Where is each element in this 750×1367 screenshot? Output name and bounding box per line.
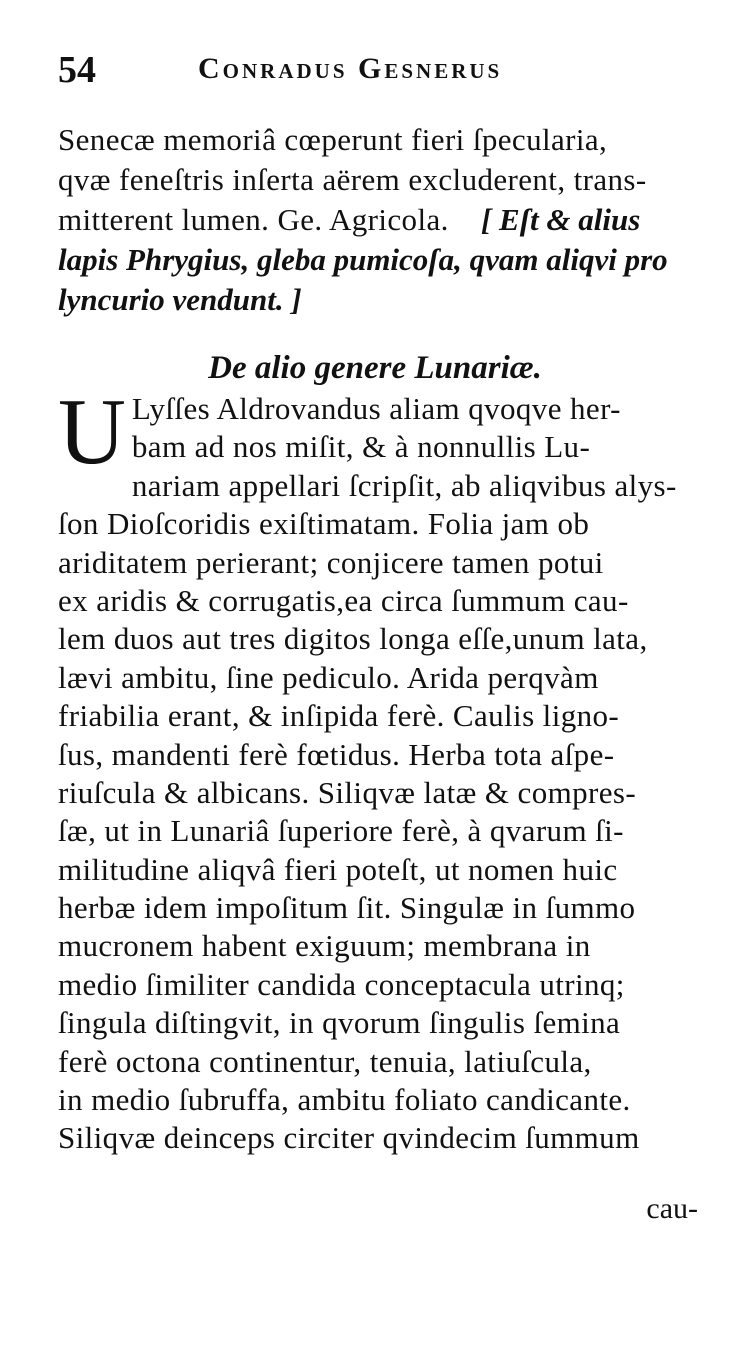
catchword: cau- (646, 1192, 698, 1225)
text-line: nariam appellari ſcripſit, ab aliqvibus alys- (131, 467, 677, 503)
text-line: ferè octona continentur, tenuia, latiuſcula, (58, 1043, 592, 1079)
text-line: ſon Dioſcoridis exiſtimatam. Folia jam ob (58, 506, 590, 542)
body-paragraph (58, 380, 708, 1158)
text-line: ſingula diſtingvit, in qvorum ſingulis ſemina (58, 1005, 621, 1041)
text-line: lævi ambitu, ſine pediculo. Arida perqvàm (58, 659, 599, 695)
intro-paragraph (58, 120, 708, 320)
text-line: Senecæ memoriâ cœperunt fieri ſpecularia, (58, 122, 608, 157)
text-line: qvæ feneſtris inſerta aërem excluderent, trans- (58, 162, 647, 197)
text-line: lem duos aut tres digitos longa eſſe,unum lata, (58, 621, 648, 657)
page-number: 54 (58, 49, 96, 91)
text-line (58, 200, 708, 240)
text-line: ex aridis & corrugatis,ea circa ſummum cau- (58, 582, 629, 618)
text-line: friabilia erant, & inſipida ferè. Caulis ligno- (58, 698, 620, 734)
text-line: herbæ idem impoſitum ſit. Singulæ in ſummo (58, 890, 636, 926)
text-line: militudine aliqvâ fieri poteſt, ut nomen huic (58, 851, 618, 887)
text-line: lyncurio vendunt. ] (58, 282, 302, 317)
text-line: in medio ſubruffa, ambitu foliato candicante. (58, 1082, 631, 1118)
page-header (58, 48, 710, 98)
text-line: Siliqvæ deinceps circiter qvindecim ſummum (58, 1120, 640, 1156)
text-line-segment: mitterent lumen. Ge. Agricola. (58, 202, 449, 237)
text-line: ariditatem perierant; conjicere tamen potui (58, 544, 604, 580)
text-line: lapis Phrygius, gleba pumicoſa, qvam aliqvi pro (58, 242, 668, 277)
section-heading: De alio genere Lunariæ. (208, 350, 542, 386)
text-line: medio ſimiliter candida conceptacula utrinq; (58, 966, 625, 1002)
text-line: ſæ, ut in Lunariâ ſuperiore ferè, à qvarum ſi- (58, 813, 624, 849)
text-line: riuſcula & albicans. Siliqvæ latæ & compres- (58, 774, 637, 810)
text-line: bam ad nos miſit, & à nonnullis Lu- (131, 429, 591, 465)
bracket-note: [ Eſt & alius (480, 202, 641, 237)
text-line: Lyſſes Aldrovandus aliam qvoqve her- (131, 391, 621, 426)
drop-cap: U (58, 380, 126, 484)
running-head: Conradus Gesnerus (198, 52, 503, 85)
text-line: ſus, mandenti ferè fœtidus. Herba tota aſpe- (58, 736, 615, 772)
text-line: mucronem habent exiguum; membrana in (58, 928, 591, 964)
